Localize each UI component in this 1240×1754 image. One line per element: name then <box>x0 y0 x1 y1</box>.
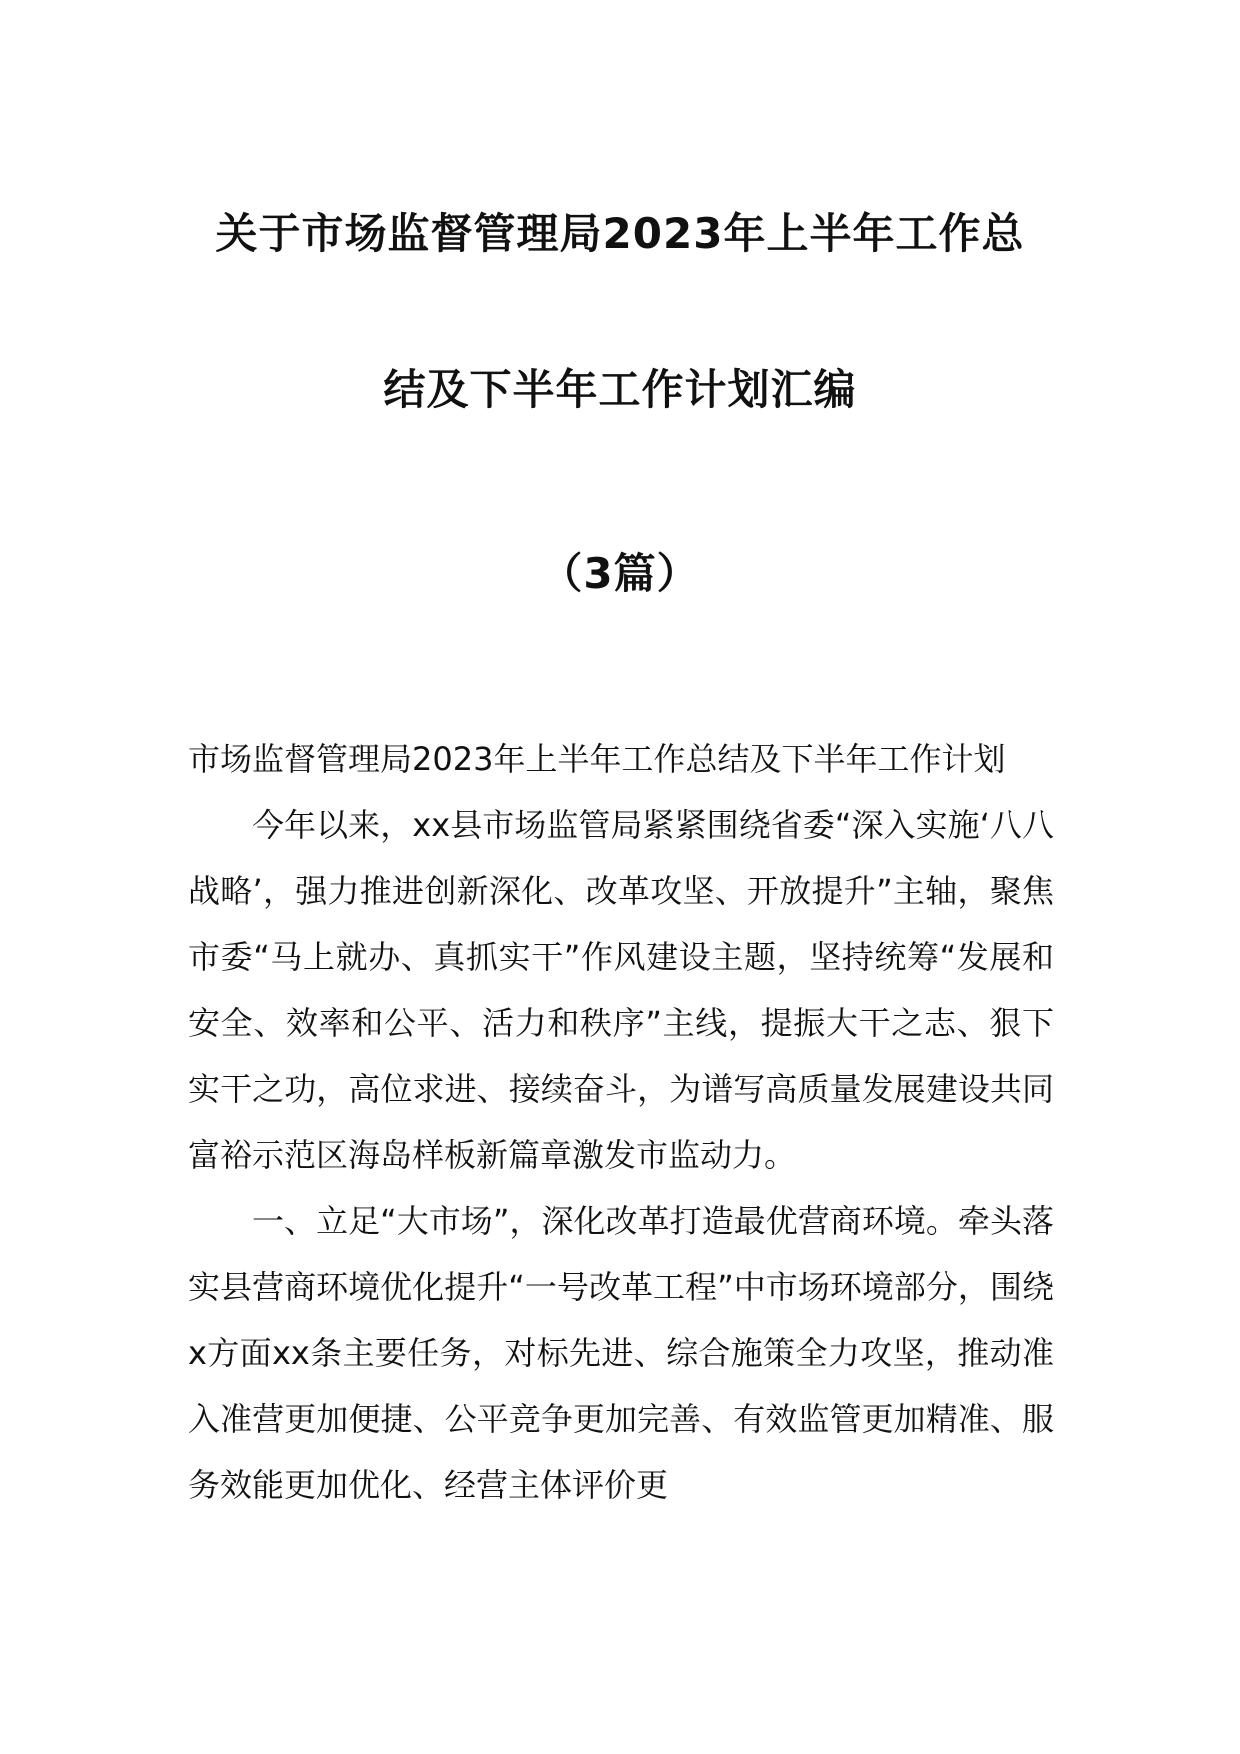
section-title: 市场监督管理局2023年上半年工作总结及下半年工作计划 <box>188 740 1006 778</box>
document-title-line-2: 结及下半年工作计划汇编 <box>383 365 857 414</box>
document-title-line-1: 关于市场监督管理局2023年上半年工作总 <box>215 209 1025 258</box>
paragraph-intro: 今年以来，xx县市场监管局紧紧围绕省委“深入实施‘八八战略’，强力推进创新深化、改革攻坚、开放提升”主轴，聚焦市委“马上就办、真抓实干”作风建设主题，坚持统筹“发展和安全、效率和公平、活力和秩序”主线，提振大干之志、狠下实干之功，高位求进、接续奋斗，为谱写高质量发展建设共同富裕示范区海岛样板新篇章激发市监动力。 <box>188 806 1054 1174</box>
document-body <box>188 792 1054 1518</box>
paragraph-section-one: 一、立足“大市场”，深化改革打造最优营商环境。牵头落实县营商环境优化提升“一号改革工程”中市场环境部分，围绕x方面xx条主要任务，对标先进、综合施策全力攻坚，推动准入准营更加便捷、公平竞争更加完善、有效监管更加精准、服务效能更加优化、经营主体评价更 <box>188 1202 1054 1504</box>
document-count-label: （3篇） <box>540 549 700 598</box>
